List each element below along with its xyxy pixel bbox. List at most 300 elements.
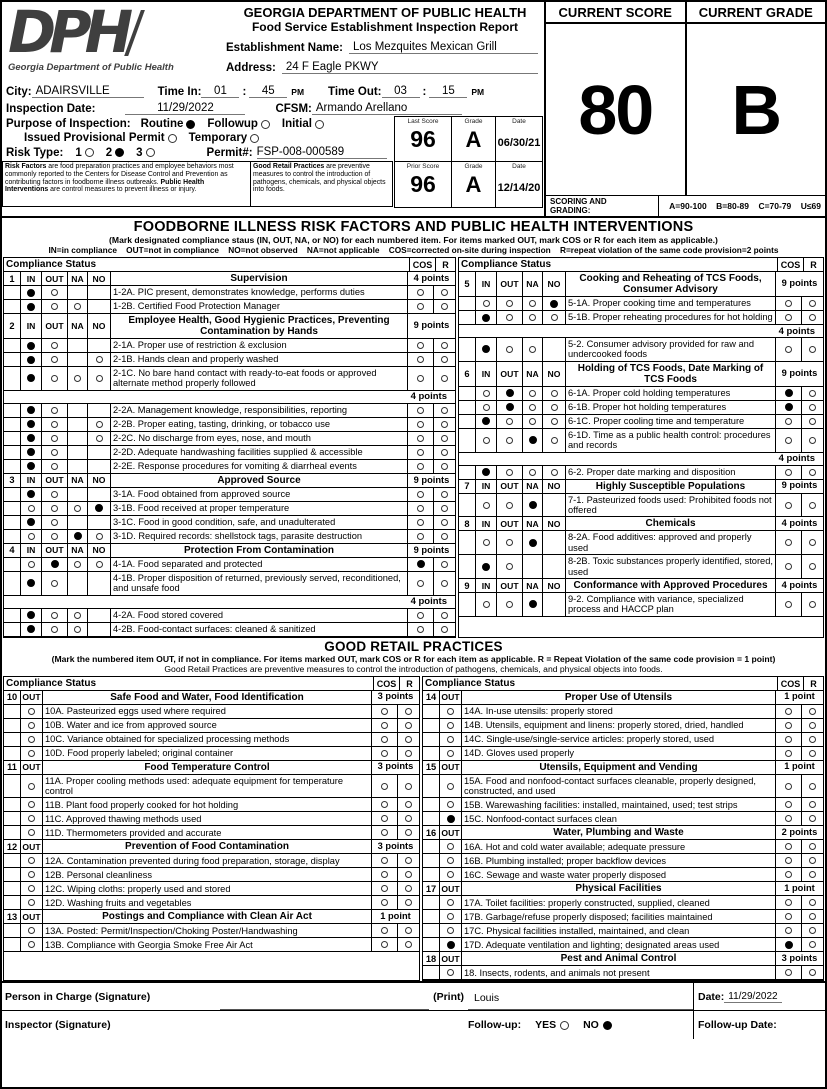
- risk-type-3[interactable]: [136, 147, 154, 159]
- initial-radio[interactable]: [315, 120, 324, 129]
- out-radio[interactable]: [447, 969, 454, 976]
- r-radio[interactable]: [809, 346, 816, 353]
- cos-radio[interactable]: [381, 736, 388, 743]
- cos-radio[interactable]: [381, 722, 388, 729]
- out-radio[interactable]: [28, 736, 35, 743]
- r-radio[interactable]: [405, 899, 412, 906]
- r-radio[interactable]: [405, 783, 412, 790]
- cos-radio[interactable]: [417, 533, 424, 540]
- in-radio[interactable]: [27, 579, 35, 587]
- out-radio[interactable]: [447, 913, 454, 920]
- r-radio[interactable]: [809, 801, 816, 808]
- in-radio[interactable]: [27, 462, 35, 470]
- no-radio[interactable]: [96, 435, 103, 442]
- group-number: 8: [459, 517, 476, 530]
- no-radio[interactable]: [96, 375, 103, 382]
- cos-radio[interactable]: [417, 356, 424, 363]
- in-radio[interactable]: [28, 561, 35, 568]
- cos-radio[interactable]: [381, 708, 388, 715]
- cos-radio[interactable]: [417, 580, 424, 587]
- in-radio[interactable]: [483, 437, 490, 444]
- out-cell: [440, 733, 462, 746]
- out-radio[interactable]: [28, 815, 35, 822]
- cos-radio[interactable]: [381, 871, 388, 878]
- na-radio[interactable]: [74, 303, 81, 310]
- risk-type-1[interactable]: [75, 147, 93, 159]
- purpose-option-routine[interactable]: [141, 118, 196, 130]
- address-value[interactable]: 24 F Eagle PKWY: [282, 61, 538, 74]
- na-radio[interactable]: [529, 600, 537, 608]
- out-radio[interactable]: [28, 899, 35, 906]
- out-radio[interactable]: [51, 407, 58, 414]
- purpose-option-initial[interactable]: [282, 118, 324, 130]
- cos-radio[interactable]: [785, 783, 792, 790]
- in-radio[interactable]: [27, 490, 35, 498]
- r-radio[interactable]: [405, 941, 412, 948]
- no-radio[interactable]: [96, 421, 103, 428]
- r-radio[interactable]: [441, 375, 448, 382]
- r-radio[interactable]: [405, 801, 412, 808]
- cos-radio[interactable]: [417, 375, 424, 382]
- r-radio[interactable]: [809, 708, 816, 715]
- in-radio[interactable]: [28, 533, 35, 540]
- out-radio[interactable]: [28, 750, 35, 757]
- r-radio[interactable]: [441, 533, 448, 540]
- city-value[interactable]: ADAIRSVILLE: [32, 85, 144, 98]
- cos-radio[interactable]: [785, 314, 792, 321]
- permit-label: Permit#:: [206, 146, 253, 159]
- followup-no-radio[interactable]: [603, 1021, 612, 1030]
- out-radio[interactable]: [506, 539, 513, 546]
- in-radio[interactable]: [483, 404, 490, 411]
- out-radio[interactable]: [51, 463, 58, 470]
- cos-radio[interactable]: [417, 491, 424, 498]
- out-radio[interactable]: [447, 871, 454, 878]
- out-radio[interactable]: [51, 342, 58, 349]
- r-radio[interactable]: [441, 505, 448, 512]
- followup-yes-radio[interactable]: [560, 1021, 569, 1030]
- compliance-row: [459, 531, 823, 555]
- mark-cell: [42, 516, 68, 529]
- out-radio[interactable]: [51, 303, 58, 310]
- cos-radio[interactable]: [417, 505, 424, 512]
- cos-radio[interactable]: [785, 469, 792, 476]
- cos-radio[interactable]: [417, 342, 424, 349]
- no-radio[interactable]: [96, 356, 103, 363]
- cos-radio[interactable]: [785, 539, 792, 546]
- cos-radio[interactable]: [381, 783, 388, 790]
- r-radio[interactable]: [441, 303, 448, 310]
- provisional-permit-radio[interactable]: [168, 134, 177, 143]
- mark-column-label: NO: [543, 579, 566, 592]
- mark-cell: [476, 338, 497, 361]
- no-radio[interactable]: [96, 533, 103, 540]
- logo-slash: [124, 10, 145, 56]
- out-radio[interactable]: [447, 815, 455, 823]
- cos-radio[interactable]: [381, 815, 388, 822]
- out-cell: [440, 910, 462, 923]
- cos-radio[interactable]: [785, 300, 792, 307]
- na-radio[interactable]: [74, 532, 82, 540]
- r-radio[interactable]: [809, 539, 816, 546]
- cos-cell: [408, 404, 434, 417]
- mark-cell: [497, 387, 523, 400]
- out-radio[interactable]: [506, 389, 514, 397]
- group-number: 15: [423, 761, 440, 774]
- in-radio[interactable]: [483, 300, 490, 307]
- time-out-minute[interactable]: 15: [429, 85, 467, 98]
- cos-radio[interactable]: [785, 801, 792, 808]
- date-value[interactable]: 11/29/2022: [724, 991, 781, 1003]
- out-radio[interactable]: [28, 941, 35, 948]
- mark-cell: [42, 286, 68, 299]
- cos-radio[interactable]: [785, 437, 792, 444]
- out-radio[interactable]: [506, 563, 513, 570]
- print-value[interactable]: Louis: [468, 992, 693, 1010]
- r-radio[interactable]: [441, 491, 448, 498]
- cos-radio[interactable]: [381, 899, 388, 906]
- r-radio[interactable]: [405, 871, 412, 878]
- cos-radio[interactable]: [785, 899, 792, 906]
- in-radio[interactable]: [483, 502, 490, 509]
- r-radio[interactable]: [405, 736, 412, 743]
- cos-radio[interactable]: [785, 563, 792, 570]
- cos-radio[interactable]: [785, 913, 792, 920]
- in-radio[interactable]: [482, 345, 490, 353]
- r-radio[interactable]: [441, 342, 448, 349]
- out-radio[interactable]: [28, 829, 35, 836]
- r-radio[interactable]: [405, 708, 412, 715]
- out-radio[interactable]: [28, 801, 35, 808]
- r-radio[interactable]: [809, 913, 816, 920]
- r-radio[interactable]: [809, 750, 816, 757]
- item-text: 2-1B. Hands clean and properly washed: [111, 353, 408, 366]
- out-radio[interactable]: [51, 612, 58, 619]
- in-radio[interactable]: [482, 314, 490, 322]
- out-cell: [21, 882, 43, 895]
- cos-radio[interactable]: [381, 857, 388, 864]
- in-radio[interactable]: [27, 342, 35, 350]
- cos-radio[interactable]: [417, 612, 424, 619]
- r-radio[interactable]: [809, 300, 816, 307]
- cos-radio[interactable]: [785, 843, 792, 850]
- in-radio[interactable]: [27, 448, 35, 456]
- r-radio[interactable]: [809, 502, 816, 509]
- out-radio[interactable]: [51, 289, 58, 296]
- out-radio[interactable]: [51, 356, 58, 363]
- followup-radio[interactable]: [261, 120, 270, 129]
- na-radio[interactable]: [529, 300, 536, 307]
- r-radio[interactable]: [405, 857, 412, 864]
- cos-radio[interactable]: [785, 708, 792, 715]
- cos-radio[interactable]: [417, 560, 425, 568]
- time-in-minute[interactable]: 45: [249, 85, 287, 98]
- r-radio[interactable]: [809, 418, 816, 425]
- no-radio[interactable]: [551, 390, 558, 397]
- na-radio[interactable]: [529, 390, 536, 397]
- cos-radio[interactable]: [381, 829, 388, 836]
- r-radio[interactable]: [441, 626, 448, 633]
- cos-radio[interactable]: [381, 750, 388, 757]
- cos-radio[interactable]: [381, 801, 388, 808]
- cos-radio[interactable]: [417, 519, 424, 526]
- na-radio[interactable]: [529, 436, 537, 444]
- cos-radio[interactable]: [785, 750, 792, 757]
- r-radio[interactable]: [809, 857, 816, 864]
- na-radio[interactable]: [529, 404, 536, 411]
- time-out-hour[interactable]: 03: [382, 85, 420, 98]
- r-radio[interactable]: [441, 463, 448, 470]
- in-radio[interactable]: [27, 289, 35, 297]
- r-radio[interactable]: [809, 969, 816, 976]
- r-radio[interactable]: [809, 783, 816, 790]
- out-radio[interactable]: [506, 418, 513, 425]
- grp-left-rows: [4, 691, 419, 981]
- r-radio[interactable]: [809, 736, 816, 743]
- out-radio[interactable]: [51, 421, 58, 428]
- in-radio[interactable]: [27, 611, 35, 619]
- in-radio[interactable]: [27, 420, 35, 428]
- na-radio[interactable]: [74, 612, 81, 619]
- out-cell: [440, 896, 462, 909]
- cos-radio[interactable]: [417, 463, 424, 470]
- provisional-permit-option[interactable]: [24, 132, 177, 144]
- followup-date-cell: [693, 1011, 825, 1039]
- followup-no-option[interactable]: [583, 1019, 612, 1031]
- in-radio[interactable]: [27, 303, 35, 311]
- in-radio[interactable]: [27, 374, 35, 382]
- out-radio[interactable]: [447, 843, 454, 850]
- r-radio[interactable]: [405, 885, 412, 892]
- out-radio[interactable]: [506, 300, 513, 307]
- na-radio[interactable]: [529, 346, 536, 353]
- out-radio[interactable]: [506, 437, 513, 444]
- cos-radio[interactable]: [417, 421, 424, 428]
- out-radio[interactable]: [447, 736, 454, 743]
- out-radio[interactable]: [447, 857, 454, 864]
- r-radio[interactable]: [809, 390, 816, 397]
- r-radio[interactable]: [441, 421, 448, 428]
- in-radio[interactable]: [483, 390, 490, 397]
- cos-radio[interactable]: [785, 969, 792, 976]
- cos-radio[interactable]: [417, 407, 424, 414]
- r-radio[interactable]: [809, 469, 816, 476]
- out-radio[interactable]: [28, 708, 35, 715]
- cos-radio[interactable]: [785, 722, 792, 729]
- r-radio[interactable]: [809, 815, 816, 822]
- no-radio[interactable]: [551, 404, 558, 411]
- na-radio[interactable]: [529, 501, 537, 509]
- out-radio[interactable]: [51, 449, 58, 456]
- pic-signature-line[interactable]: [220, 988, 429, 1010]
- r-radio[interactable]: [809, 563, 816, 570]
- out-radio[interactable]: [447, 801, 454, 808]
- cos-radio[interactable]: [785, 601, 792, 608]
- no-radio[interactable]: [551, 418, 558, 425]
- cos-radio[interactable]: [417, 626, 424, 633]
- cos-radio[interactable]: [417, 303, 424, 310]
- group-title: Safe Food and Water, Food Identification: [43, 691, 372, 704]
- cos-radio[interactable]: [785, 871, 792, 878]
- out-radio[interactable]: [51, 580, 58, 587]
- r-radio[interactable]: [809, 314, 816, 321]
- cos-radio[interactable]: [785, 736, 792, 743]
- mark-cell: [88, 530, 111, 543]
- followup-yes-option[interactable]: [535, 1019, 569, 1031]
- r-radio[interactable]: [441, 580, 448, 587]
- purpose-option-followup[interactable]: [207, 118, 269, 130]
- in-radio[interactable]: [27, 356, 35, 364]
- out-radio[interactable]: [506, 314, 513, 321]
- no-radio[interactable]: [96, 561, 103, 568]
- na-radio[interactable]: [529, 469, 536, 476]
- mark-cell: [88, 300, 111, 313]
- in-radio[interactable]: [483, 539, 490, 546]
- in-radio[interactable]: [27, 518, 35, 526]
- out-radio[interactable]: [28, 927, 35, 934]
- cos-radio[interactable]: [785, 502, 792, 509]
- address-line: [226, 61, 544, 74]
- risk-2-radio[interactable]: [115, 148, 124, 157]
- cos-radio[interactable]: [785, 815, 792, 822]
- na-radio[interactable]: [74, 505, 81, 512]
- in-radio[interactable]: [482, 417, 490, 425]
- out-radio[interactable]: [28, 857, 35, 864]
- cos-radio[interactable]: [381, 885, 388, 892]
- out-radio[interactable]: [51, 505, 58, 512]
- r-radio[interactable]: [405, 750, 412, 757]
- out-radio[interactable]: [51, 533, 58, 540]
- r-radio[interactable]: [441, 435, 448, 442]
- out-radio[interactable]: [506, 502, 513, 509]
- in-radio[interactable]: [482, 563, 490, 571]
- na-radio[interactable]: [529, 418, 536, 425]
- out-radio[interactable]: [51, 375, 58, 382]
- na-radio[interactable]: [529, 539, 537, 547]
- cos-radio[interactable]: [785, 403, 793, 411]
- cos-radio[interactable]: [381, 941, 388, 948]
- temporary-option[interactable]: [189, 132, 260, 144]
- cos-radio[interactable]: [381, 927, 388, 934]
- temporary-radio[interactable]: [250, 134, 259, 143]
- out-radio[interactable]: [28, 722, 35, 729]
- in-radio[interactable]: [482, 468, 490, 476]
- in-radio[interactable]: [28, 505, 35, 512]
- cos-radio[interactable]: [785, 389, 793, 397]
- out-radio[interactable]: [506, 403, 514, 411]
- r-radio[interactable]: [441, 356, 448, 363]
- no-radio[interactable]: [550, 300, 558, 308]
- out-radio[interactable]: [506, 346, 513, 353]
- out-radio[interactable]: [28, 885, 35, 892]
- r-radio[interactable]: [441, 519, 448, 526]
- no-radio[interactable]: [551, 437, 558, 444]
- out-radio[interactable]: [28, 783, 35, 790]
- no-radio[interactable]: [551, 314, 558, 321]
- r-radio[interactable]: [441, 407, 448, 414]
- out-radio[interactable]: [447, 783, 454, 790]
- cos-radio[interactable]: [785, 418, 792, 425]
- item-text: 2-2C. No discharge from eyes, nose, and mouth: [111, 432, 408, 445]
- risk-type-2[interactable]: [106, 147, 124, 159]
- r-radio[interactable]: [809, 722, 816, 729]
- na-radio[interactable]: [529, 314, 536, 321]
- out-radio[interactable]: [51, 435, 58, 442]
- r-radio[interactable]: [405, 722, 412, 729]
- time-in-hour[interactable]: 01: [201, 85, 239, 98]
- r-radio[interactable]: [405, 815, 412, 822]
- na-radio[interactable]: [74, 626, 81, 633]
- out-radio[interactable]: [447, 927, 454, 934]
- cos-radio[interactable]: [417, 289, 424, 296]
- cos-radio[interactable]: [785, 346, 792, 353]
- out-radio[interactable]: [447, 941, 455, 949]
- out-radio[interactable]: [447, 899, 454, 906]
- cos-radio[interactable]: [785, 941, 793, 949]
- out-radio[interactable]: [51, 560, 59, 568]
- r-radio[interactable]: [405, 829, 412, 836]
- risk-3-radio[interactable]: [146, 148, 155, 157]
- out-radio[interactable]: [506, 601, 513, 608]
- establishment-value[interactable]: Los Mezquites Mexican Grill: [349, 41, 538, 54]
- row-number-cell: [4, 339, 21, 352]
- r-radio[interactable]: [809, 941, 816, 948]
- out-radio[interactable]: [28, 871, 35, 878]
- cos-radio[interactable]: [417, 449, 424, 456]
- r-radio[interactable]: [809, 871, 816, 878]
- r-radio[interactable]: [441, 449, 448, 456]
- r-radio[interactable]: [809, 927, 816, 934]
- in-radio[interactable]: [27, 406, 35, 414]
- out-radio[interactable]: [447, 722, 454, 729]
- no-radio[interactable]: [95, 504, 103, 512]
- inspection-date-value[interactable]: 11/29/2022: [125, 102, 245, 115]
- r-radio[interactable]: [809, 404, 816, 411]
- in-radio[interactable]: [483, 601, 490, 608]
- risk-1-radio[interactable]: [85, 148, 94, 157]
- out-radio[interactable]: [51, 519, 58, 526]
- out-cell: [21, 705, 43, 718]
- in-radio[interactable]: [27, 625, 35, 633]
- r-radio[interactable]: [809, 899, 816, 906]
- r-radio[interactable]: [809, 437, 816, 444]
- cos-radio[interactable]: [785, 927, 792, 934]
- r-radio[interactable]: [441, 612, 448, 619]
- group-header: [4, 761, 419, 775]
- grp-right-table-header: [423, 677, 823, 691]
- out-radio[interactable]: [506, 469, 513, 476]
- permit-value[interactable]: FSP-008-000589: [257, 146, 387, 159]
- out-radio[interactable]: [51, 491, 58, 498]
- out-radio[interactable]: [447, 750, 454, 757]
- in-radio[interactable]: [27, 434, 35, 442]
- routine-radio[interactable]: [186, 120, 195, 129]
- r-cell: [434, 432, 455, 445]
- r-radio[interactable]: [809, 843, 816, 850]
- r-radio[interactable]: [405, 927, 412, 934]
- na-radio[interactable]: [74, 375, 81, 382]
- out-radio[interactable]: [447, 708, 454, 715]
- cfsm-value[interactable]: Armando Arellano: [312, 102, 462, 115]
- na-radio[interactable]: [74, 561, 81, 568]
- no-radio[interactable]: [551, 469, 558, 476]
- cos-radio[interactable]: [785, 857, 792, 864]
- out-radio[interactable]: [51, 626, 58, 633]
- r-radio[interactable]: [441, 561, 448, 568]
- r-radio[interactable]: [441, 289, 448, 296]
- cos-radio[interactable]: [417, 435, 424, 442]
- r-radio[interactable]: [809, 601, 816, 608]
